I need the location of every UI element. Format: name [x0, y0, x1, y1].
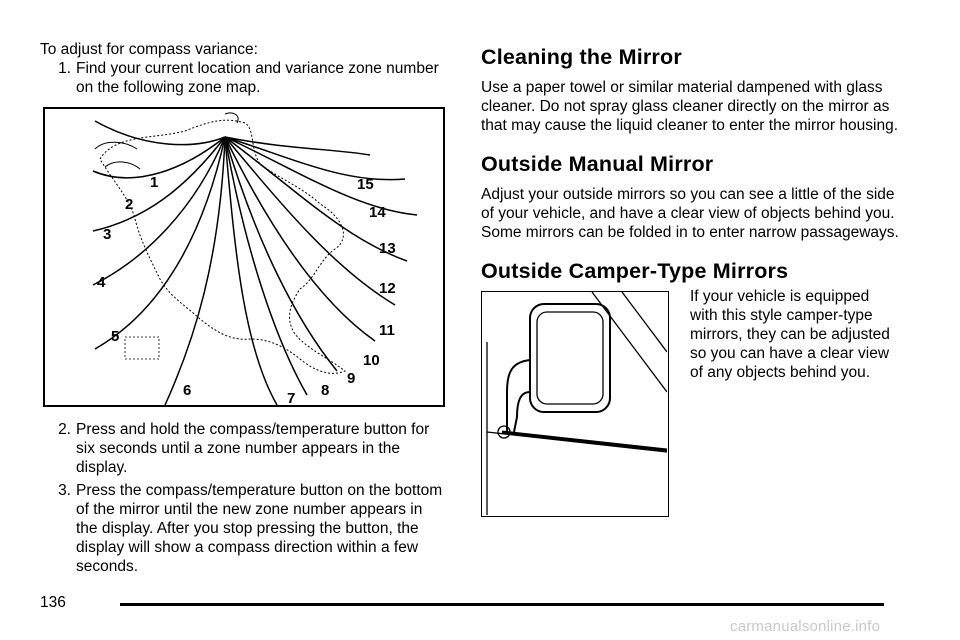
- left-column: [40, 40, 446, 576]
- zone-label: 1: [150, 174, 159, 191]
- zone-label: 6: [183, 382, 192, 399]
- zone-map-illustration: [45, 109, 443, 405]
- right-column: [481, 44, 901, 517]
- page-footer: [40, 594, 890, 614]
- zone-label: 9: [347, 370, 356, 387]
- steps-list-b: [40, 420, 446, 576]
- zone-label: 2: [125, 196, 134, 213]
- section-heading: Cleaning the Mirror: [481, 45, 682, 69]
- zone-label: 14: [369, 204, 386, 221]
- zone-label: 3: [103, 226, 112, 243]
- zone-label: 4: [97, 274, 106, 291]
- section-camper: [481, 258, 901, 517]
- camper-mirror-illustration: [481, 291, 669, 517]
- camper-block: [481, 288, 901, 517]
- zone-label: 10: [363, 352, 380, 369]
- step-item: [40, 481, 446, 576]
- step-item: [40, 420, 446, 477]
- step-text: Press and hold the compass/temperature button for six seconds until a zone number appears in the display.: [76, 421, 430, 476]
- step-number: 2.: [58, 421, 71, 438]
- watermark: carmanualsonline.info: [730, 618, 881, 635]
- zone-label: 15: [357, 176, 374, 193]
- zone-label: 13: [379, 240, 396, 257]
- step-text: Find your current location and variance zone number on the following zone map.: [76, 60, 439, 96]
- page-number: 136: [40, 594, 66, 611]
- section-body: Use a paper towel or similar material dampened with glass cleaner. Do not spray glass cleaner directly on the mirror as that may cause the liquid cleaner to enter the mirror housing.: [481, 79, 899, 134]
- steps-list-a: [40, 59, 446, 97]
- zone-label: 5: [111, 328, 120, 345]
- camper-body: If your vehicle is equipped with this style camper-type mirrors, they can be adjusted so you can have a clear view of any objects behind you.: [690, 288, 890, 381]
- step-number: 3.: [58, 482, 71, 499]
- step-item: [40, 59, 446, 97]
- hawaii-inset: [125, 337, 159, 359]
- section-body: Adjust your outside mirrors so you can see a little of the side of your vehicle, and have a clear view of objects behind you. Some mirrors can be folded in to enter narrow passageways.: [481, 186, 899, 241]
- section-heading: Outside Manual Mirror: [481, 152, 714, 176]
- step-number: 1.: [58, 60, 71, 77]
- section-cleaning: [481, 44, 901, 135]
- zone-map: [43, 107, 445, 407]
- section-outside-manual: [481, 151, 901, 242]
- zone-label: 7: [287, 390, 296, 405]
- zone-label: 8: [321, 382, 330, 399]
- continent-outline: [100, 120, 345, 373]
- intro-text: To adjust for compass variance:: [40, 41, 258, 58]
- section-heading: Outside Camper-Type Mirrors: [481, 259, 789, 283]
- footer-rule: [120, 603, 884, 606]
- mirror-drawing: [482, 292, 667, 515]
- zone-label: 11: [379, 322, 395, 339]
- step-text: Press the compass/temperature button on the bottom of the mirror until the new zone number appears in the display. After you stop pressing the button, the display will show a compass direction within a few seconds.: [76, 482, 443, 575]
- zone-label: 12: [379, 280, 396, 297]
